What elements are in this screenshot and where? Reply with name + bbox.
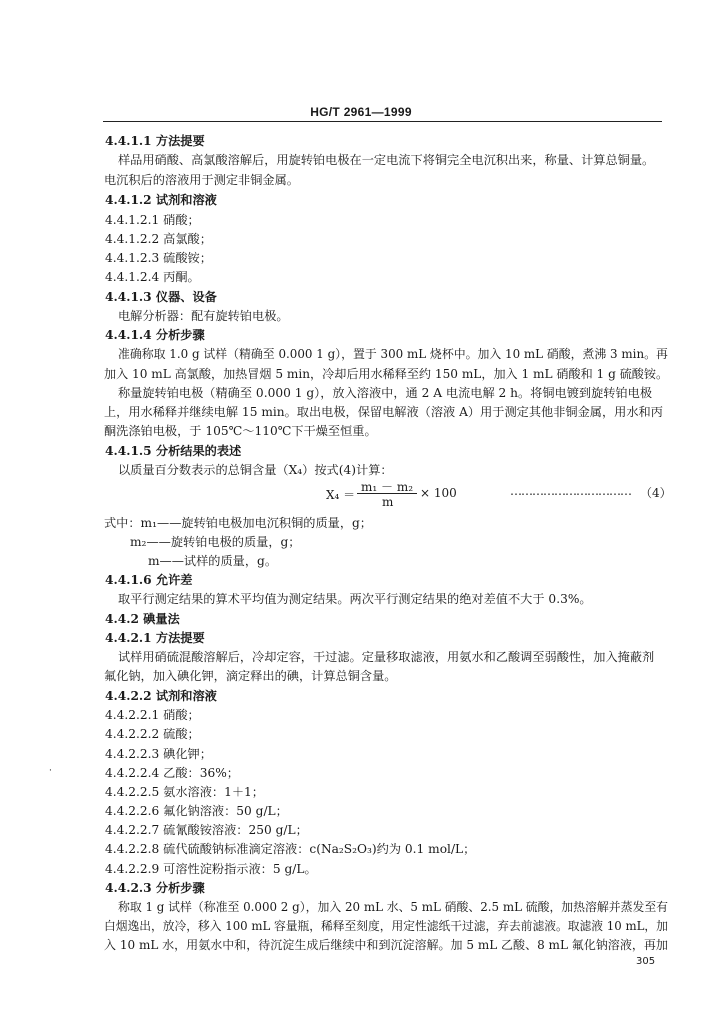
paragraph-line: 电沉积后的溶液用于测定非铜金属。 xyxy=(104,173,299,187)
page-number: 305 xyxy=(636,956,656,967)
list-item: 4.4.2.2.8 硫代硫酸钠标准滴定溶液：c(Na₂S₂O₃)约为 0.1 mol/L； xyxy=(105,842,476,856)
section-heading: 4.4.1.6 允许差 xyxy=(105,573,193,587)
section-heading: 4.4.2.3 分析步骤 xyxy=(105,881,205,895)
list-item: 4.4.1.2.1 硝酸； xyxy=(105,213,200,227)
section-heading: 4.4.2.2 试剂和溶液 xyxy=(105,689,217,703)
list-item: 4.4.1.2.4 丙酮。 xyxy=(105,270,200,284)
list-item: 4.4.2.2.6 氟化钠溶液：50 g/L； xyxy=(105,804,288,818)
formula-lhs: X₄ ＝ xyxy=(326,488,356,502)
paragraph-line: 入 10 mL 水，用氨水中和，待沉淀生成后继续中和到沉淀溶解。加 5 mL 乙酸、8 mL 氟化钠溶液，再加 xyxy=(104,938,668,952)
paragraph-line: 取平行测定结果的算术平均值为测定结果。两次平行测定结果的绝对差值不大于 0.3%。 xyxy=(118,592,592,606)
paragraph-line: 酮洗涤铂电极，于 105℃～110℃下干燥至恒重。 xyxy=(104,424,377,438)
paragraph-line: 电解分析器：配有旋转铂电极。 xyxy=(118,309,289,323)
formula-number: （4） xyxy=(640,486,672,500)
list-item: 4.4.2.2.9 可溶性淀粉指示液：5 g/L。 xyxy=(105,862,317,876)
paragraph-line: 样品用硝酸、高氯酸溶解后，用旋转铂电极在一定电流下将铜完全电沉积出来，称量、计算总铜量。 xyxy=(118,153,655,167)
section-heading: 4.4.1.2 试剂和溶液 xyxy=(105,193,217,207)
paragraph-line: 加入 10 mL 高氯酸，加热冒烟 5 min，冷却后用水稀释至约 150 mL，加入 1 mL 硝酸和 1 g 硫酸铵。 xyxy=(104,367,669,381)
paragraph-line: 试样用硝硫混酸溶解后，冷却定容，干过滤。定量移取滤液，用氨水和乙酸调至弱酸性，加入掩蔽剂 xyxy=(118,650,655,664)
paragraph-line: 准确称取 1.0 g 试样（精确至 0.000 1 g），置于 300 mL 烧杯中。加入 10 mL 硝酸，煮沸 3 min。再 xyxy=(118,347,668,361)
standard-number-header: HG/T 2961—1999 xyxy=(310,105,412,119)
section-heading: 4.4.1.1 方法提要 xyxy=(105,134,205,148)
list-item: 4.4.2.2.4 乙酸：36%； xyxy=(105,766,239,780)
formula-numerator: m₁ － m₂ xyxy=(361,480,414,494)
fraction-bar xyxy=(357,493,417,494)
formula-times: × 100 xyxy=(420,486,457,500)
section-heading: 4.4.1.4 分析步骤 xyxy=(105,328,205,342)
list-item: 4.4.2.2.1 硝酸； xyxy=(105,708,200,722)
paragraph-line: 以质量百分数表示的总铜含量（X₄）按式(4)计算： xyxy=(118,463,393,477)
variable-definition: m——试样的质量，g。 xyxy=(148,554,278,568)
section-heading: 4.4.1.5 分析结果的表述 xyxy=(105,444,242,458)
paragraph-line: 上，用水稀释并继续电解 15 min。取出电极，保留电解液（溶液 A）用于测定其他非铜金属，用水和丙 xyxy=(104,405,663,419)
scan-speck: · xyxy=(49,766,52,776)
paragraph-line: 称量旋转铂电极（精确至 0.000 1 g），放入溶液中，通 2 A 电流电解 2 h。将铜电镀到旋转铂电极 xyxy=(118,386,653,400)
header-rule xyxy=(103,121,662,122)
variable-definition: m₂——旋转铂电极的质量，g； xyxy=(130,535,301,549)
paragraph-line: 称取 1 g 试样（称准至 0.000 2 g），加入 20 mL 水、5 mL 硝酸、2.5 mL 硫酸，加热溶解并蒸发至有 xyxy=(118,900,669,914)
formula-leader-dots: …………………………… xyxy=(510,484,631,498)
list-item: 4.4.2.2.7 硫氰酸铵溶液：250 g/L； xyxy=(105,823,308,837)
section-heading: 4.4.2 碘量法 xyxy=(105,612,180,626)
paragraph-line: 白烟逸出，放冷，移入 100 mL 容量瓶，稀释至刻度，用定性滤纸干过滤，弃去前滤液。取滤液 10 mL，加 xyxy=(104,919,668,933)
paragraph-line: 氟化钠，加入碘化钾，滴定释出的碘，计算总铜含量。 xyxy=(104,669,397,683)
section-heading: 4.4.2.1 方法提要 xyxy=(105,631,205,645)
list-item: 4.4.2.2.3 碘化钾； xyxy=(105,747,212,761)
list-item: 4.4.2.2.2 硫酸； xyxy=(105,727,200,741)
list-item: 4.4.2.2.5 氨水溶液：1＋1； xyxy=(105,785,264,799)
variable-definition: 式中：m₁——旋转铂电极加电沉积铜的质量，g； xyxy=(104,516,372,530)
formula-denominator: m xyxy=(382,495,394,509)
section-heading: 4.4.1.3 仪器、设备 xyxy=(105,290,217,304)
list-item: 4.4.1.2.3 硫酸铵； xyxy=(105,251,212,265)
list-item: 4.4.1.2.2 高氯酸； xyxy=(105,232,212,246)
